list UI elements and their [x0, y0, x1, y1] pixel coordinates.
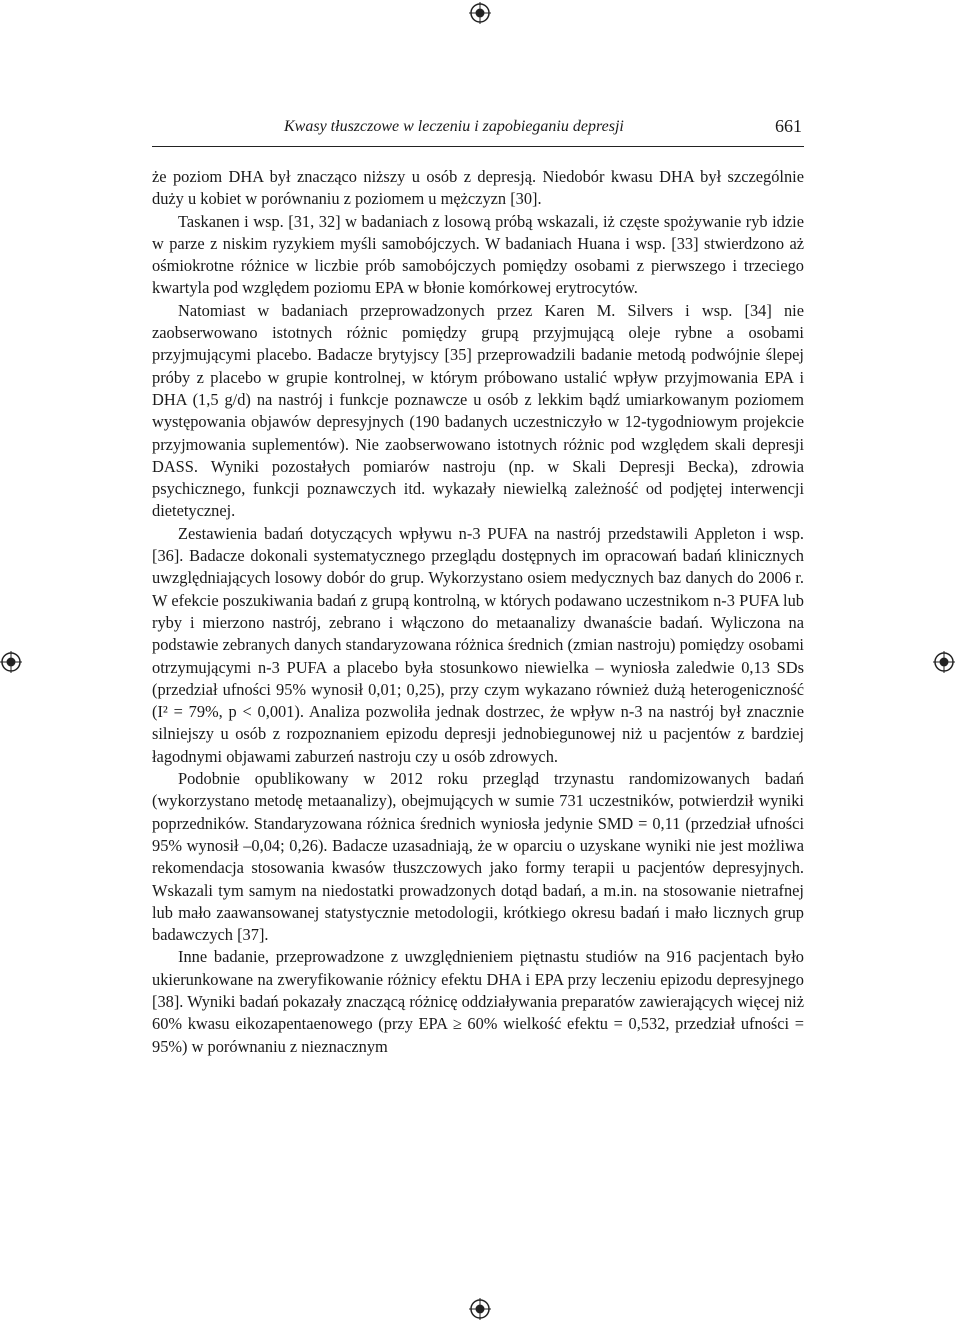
registration-mark-icon: [469, 1298, 491, 1320]
paragraph: Taskanen i wsp. [31, 32] w badaniach z losową próbą wskazali, iż częste spożywanie ryb idzie w parze z niskim ryzykiem myśli samobójczych. W badaniach Huana i wsp. [33] stwierdzono aż ośmiokrotne różnice w liczbie prób samobójczych pomiędzy osobami z pierwszego i trzeciego kwartyla pod względem poziomu EPA w błonie komórkowej erytrocytów.: [152, 211, 804, 298]
registration-mark-icon: [0, 651, 22, 673]
registration-mark-icon: [469, 2, 491, 24]
paragraph: Podobnie opublikowany w 2012 roku przegląd trzynastu randomizowanych badań (wykorzystano metodę metaanalizy), obejmujących w sumie 731 uczestników, potwierdził wyniki poprzedników. Standaryzowana różnica średnich wyniosła jedynie SMD = 0,11 (przedział ufności 95% wynosił –0,04; 0,26). Badacze uzasadniają, że w oparciu o uzyskane wyniki nie jest możliwa rekomendacja stosowania kwasów tłuszczowych jako formy terapii u pacjentów depresyjnych. Wskazali tym samym na niedostatki prowadzonych dotąd badań, a m.in. na stosowanie nietrafnej lub mało zaawansowanej statystycznie metodologii, krótkiego okresu badań i mało licznych grup badawczych [37].: [152, 769, 804, 945]
paragraph: Zestawienia badań dotyczących wpływu n-3 PUFA na nastrój przedstawili Appleton i wsp. [36]. Badacze dokonali systematycznego przeglądu dostępnych im opracowań badań klinicznych uwzględniających losowy dobór do grup. Wykorzystano osiem medycznych baz danych do 2006 r. W efekcie poszukiwania badań z grupą kontrolną, w których podawano uczestnikom n-3 PUFA lub ryby i mierzono nastrój, zebrano i włączono do metaanalizy dwanaście badań. Wyliczona na podstawie zebranych danych standaryzowana różnica średnich (zmian nastroju) pomiędzy osobami otrzymującymi n-3 PUFA a placebo była stosunkowo niewielka – wyniosła zaledwie 0,13 SDs (przedział ufności 95% wynosił 0,01; 0,25), przy czym wykazano również dużą heterogeniczność (I² = 79%, p < 0,001). Analiza pozwoliła jednak dostrzec, że wpływ n-3 na nastrój był znacznie silniejszy u osób z rozpoznaniem epizodu depresji jednobiegunowej niż u pacjentów z bardziej łagodnymi objawami zaburzeń nastroju czy u osób zdrowych.: [152, 523, 804, 766]
page-number: 661: [775, 116, 802, 136]
paragraph: Inne badanie, przeprowadzone z uwzględnieniem piętnastu studiów na 916 pacjentach było ukierunkowane na zweryfikowanie różnicy efektu DHA i EPA przy leczeniu epizodu depresyjnego [38]. Wyniki badań pokazały znaczącą różnicę oddziaływania preparatów zawierających więcej niż 60% kwasu eikozapentaenowego (przy EPA ≥ 60% wielkość efektu = 0,532, przedział ufności = 95%) w porównaniu z nieznacznym: [152, 947, 804, 1056]
paragraph: że poziom DHA był znacząco niższy u osób z depresją. Niedobór kwasu DHA był szczególnie duży u kobiet w porównaniu z poziomem u mężczyzn [30].: [152, 167, 804, 209]
body-text: [152, 166, 804, 1058]
running-head: [152, 116, 804, 147]
registration-mark-icon: [933, 651, 955, 673]
running-title: Kwasy tłuszczowe w leczeniu i zapobieganiu depresji: [284, 118, 624, 135]
paragraph: Natomiast w badaniach przeprowadzonych przez Karen M. Silvers i wsp. [34] nie zaobserwowano istotnych różnic pomiędzy grupą przyjmującą oleje rybne a osobami przyjmującymi placebo. Badacze brytyjscy [35] przeprowadzili badanie metodą podwójnie ślepej próby z placebo w grupie kontrolnej, w którym próbowano ustalić wpływ przyjmowania EPA i DHA (1,5 g/d) na nastrój i funkcje poznawcze u osób z lekkim bądź umiarkowanym poziomem występowania objawów depresyjnych (190 badanych uczestniczyło w 12-tygodniowym projekcie przyjmowania suplementów). Nie zaobserwowano istotnych różnic pod względem skali depresji DASS. Wyniki pozostałych pomiarów nastroju (np. w Skali Depresji Becka), zdrowia psychicznego, funkcji poznawczych itd. wykazały niewielką zależność od podjętej interwencji dietetycznej.: [152, 300, 804, 521]
